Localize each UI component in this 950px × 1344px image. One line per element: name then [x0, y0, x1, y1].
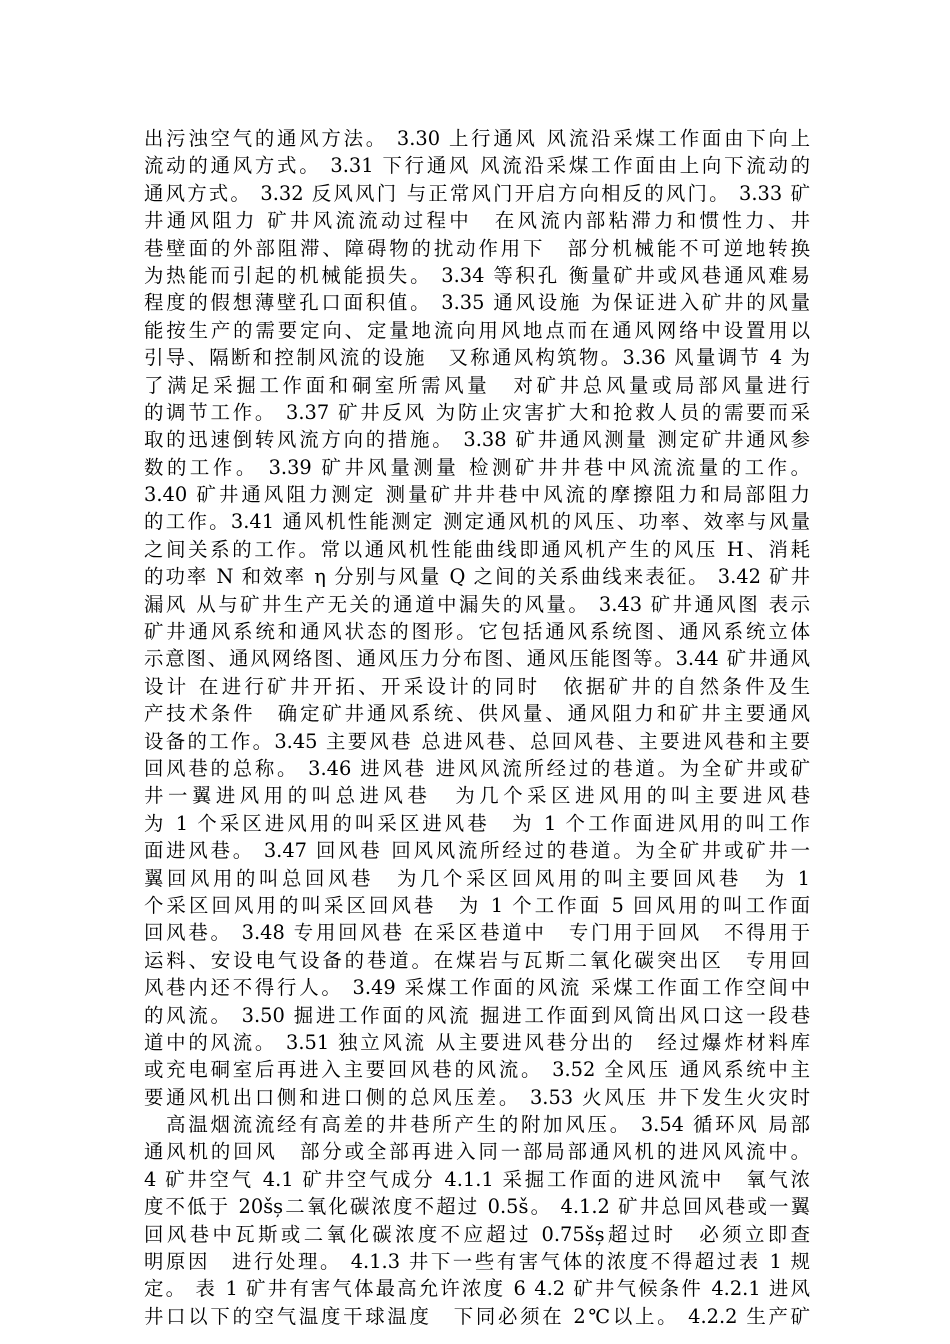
text-line: 通风机的回风 部分或全部再进入同一部局部通风机的进风风流中。 [144, 1140, 810, 1164]
text-line: 3.40 矿井通风阻力测定 测量矿井井巷中风流的摩擦阻力和局部阻力 [144, 483, 810, 507]
text-line: 翼回风用的叫总回风巷 为几个采区回风用的叫主要回风巷 为 1 [144, 866, 810, 890]
text-line: 高温烟流流经有高差的井巷所产生的附加风压。 3.54 循环风 局部 [144, 1113, 810, 1137]
text-line: 之间关系的工作。常以通风机性能曲线即通风机产生的风压 H、消耗 [144, 537, 810, 561]
text-line: 回风巷中瓦斯或二氧化碳浓度不应超过 0.75šș超过时 必须立即查 [144, 1222, 810, 1246]
text-line: 出污浊空气的通风方法。 3.30 上行通风 风流沿采煤工作面由下向上 [144, 127, 810, 150]
text-line: 程度的假想薄壁孔口面积值。 3.35 通风设施 为保证进入矿井的风量 [144, 291, 810, 315]
text-line: 回风巷。 3.48 专用回风巷 在采区巷道中 专门用于回风 不得用于 [144, 921, 810, 945]
text-line: 风巷内还不得行人。 3.49 采煤工作面的风流 采煤工作面工作空间中 [144, 976, 810, 1000]
text-line: 流动的通风方式。 3.31 下行通风 风流沿采煤工作面由上向下流动的 [144, 154, 810, 178]
text-line: 4 矿井空气 4.1 矿井空气成分 4.1.1 采掘工作面的进风流中 氧气浓 [144, 1167, 810, 1191]
text-line: 能按生产的需要定向、定量地流向用风地点而在通风网络中设置用以 [144, 318, 810, 342]
text-line: 井口以下的空气温度干球温度 下同必须在 2℃以上。 4.2.2 生产矿 [144, 1304, 810, 1328]
text-line: 矿井通风系统和通风状态的图形。它包括通风系统图、通风系统立体 [144, 620, 810, 644]
text-line: 产技术条件 确定矿井通风系统、供风量、通风阻力和矿井主要通风 [144, 702, 810, 726]
text-line: 示意图、通风网络图、通风压力分布图、通风压能图等。3.44 矿井通风 [144, 647, 810, 671]
text-line: 明原因 进行处理。 4.1.3 井下一些有害气体的浓度不得超过表 1 规 [144, 1250, 810, 1274]
text-line: 的调节工作。 3.37 矿井反风 为防止灾害扩大和抢救人员的需要而采 [144, 400, 810, 424]
text-line: 井一翼进风用的叫总进风巷 为几个采区进风用的叫主要进风巷 [144, 784, 810, 808]
text-line: 巷壁面的外部阻滞、障碍物的扰动作用下 部分机械能不可逆地转换 [144, 236, 810, 260]
text-line: 运料、安设电气设备的巷道。在煤岩与瓦斯二氧化碳突出区 专用回 [144, 948, 810, 972]
text-line: 要通风机出口侧和进口侧的总风压差。 3.53 火风压 井下发生火灾时 [144, 1085, 810, 1109]
text-line: 设备的工作。3.45 主要风巷 总进风巷、总回风巷、主要进风巷和主要 [144, 729, 810, 753]
text-line: 井通风阻力 矿井风流流动过程中 在风流内部粘滞力和惯性力、井 [144, 209, 810, 233]
text-line: 定。 表 1 矿井有害气体最高允许浓度 6 4.2 矿井气候条件 4.2.1 进风 [144, 1277, 810, 1301]
text-line: 引导、隔断和控制风流的设施 又称通风构筑物。3.36 风量调节 4 为 [144, 346, 810, 370]
text-line: 为热能而引起的机械能损失。 3.34 等积孔 衡量矿井或风巷通风难易 [144, 263, 810, 287]
text-line: 的功率 N 和效率 η 分别与风量 Q 之间的关系曲线来表征。 3.42 矿井 [144, 565, 810, 589]
text-line: 或充电硐室后再进入主要回风巷的风流。 3.52 全风压 通风系统中主 [144, 1058, 810, 1082]
text-line: 为 1 个采区进风用的叫采区进风巷 为 1 个工作面进风用的叫工作 [144, 811, 810, 835]
text-line: 的工作。3.41 通风机性能测定 测定通风机的风压、功率、效率与风量 [144, 510, 810, 534]
body-text [144, 125, 810, 1330]
text-line: 漏风 从与矿井生产无关的通道中漏失的风量。 3.43 矿井通风图 表示 [144, 592, 810, 616]
text-line: 面进风巷。 3.47 回风巷 回风风流所经过的巷道。为全矿井或矿井一 [144, 839, 810, 863]
text-line: 道中的风流。 3.51 独立风流 从主要进风巷分出的 经过爆炸材料库 [144, 1030, 810, 1054]
text-line: 数的工作。 3.39 矿井风量测量 检测矿井井巷中风流流量的工作。 [144, 455, 810, 479]
text-line: 了满足采掘工作面和硐室所需风量 对矿井总风量或局部风量进行 [144, 373, 810, 397]
text-line: 的风流。 3.50 掘进工作面的风流 掘进工作面到风筒出风口这一段巷 [144, 1003, 810, 1027]
text-line: 个采区回风用的叫采区回风巷 为 1 个工作面 5 回风用的叫工作面 [144, 893, 810, 917]
text-line: 回风巷的总称。 3.46 进风巷 进风风流所经过的巷道。为全矿井或矿 [144, 756, 810, 780]
text-line: 度不低于 20šș二氧化碳浓度不超过 0.5š。 4.1.2 矿井总回风巷或一翼 [144, 1195, 810, 1219]
text-line: 设计 在进行矿井开拓、开采设计的同时 依据矿井的自然条件及生 [144, 674, 810, 698]
text-line: 取的迅速倒转风流方向的措施。 3.38 矿井通风测量 测定矿井通风参 [144, 428, 810, 452]
text-line: 通风方式。 3.32 反风风门 与正常风门开启方向相反的风门。 3.33 矿 [144, 181, 810, 205]
